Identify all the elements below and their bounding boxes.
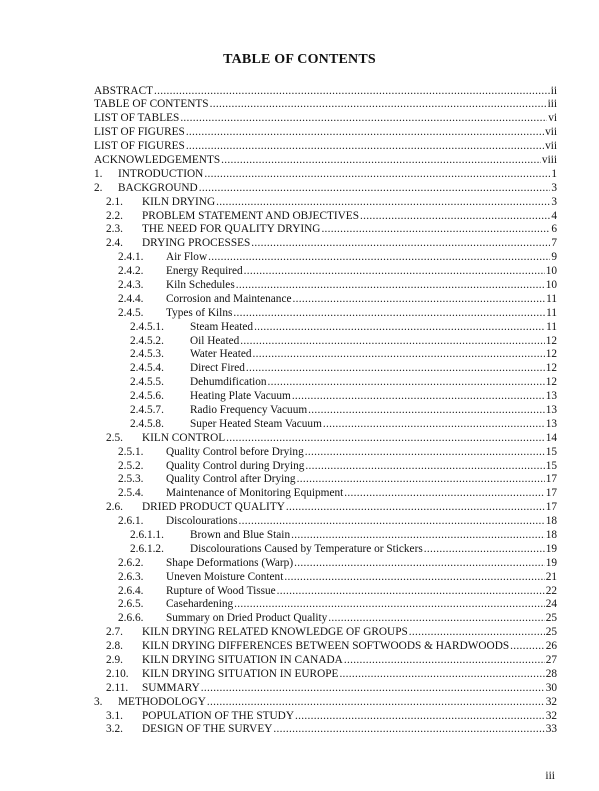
toc-entry-label: Brown and Blue Stain [190, 529, 291, 541]
toc-section-number: 2.4.5.5. [130, 376, 164, 389]
toc-page-number: 33 [545, 723, 557, 736]
toc-row [94, 154, 557, 168]
toc-page-number: 11 [546, 292, 557, 305]
toc-page-number: 11 [546, 320, 557, 333]
toc-page-number: 22 [545, 584, 557, 597]
toc-entry-label: Quality Control during Drying [166, 459, 305, 472]
dot-leader [409, 626, 545, 640]
toc-entry-label: KILN DRYING [142, 195, 216, 208]
toc-row [94, 321, 557, 335]
toc-section-number: 2.4.5.8. [130, 417, 164, 430]
toc-entry[interactable] [130, 404, 557, 418]
dot-leader [244, 265, 545, 279]
toc-entry-label: Summary on Dried Product Quality [166, 612, 328, 625]
toc-entry-label: KILN DRYING SITUATION IN EUROPE [142, 667, 339, 680]
dot-leader [236, 279, 545, 293]
toc-entry[interactable] [106, 501, 557, 515]
toc-entry-label: Rupture of Wood Tissue [166, 584, 276, 597]
dot-leader [510, 640, 545, 654]
toc-entry-label: Oil Heated [190, 334, 240, 347]
toc-entry[interactable] [118, 473, 557, 487]
toc-row [94, 168, 557, 182]
toc-page-number: 13 [545, 403, 557, 416]
dot-leader [246, 362, 545, 376]
toc-page-number: 13 [545, 390, 557, 403]
toc-page-number: 11 [546, 306, 557, 319]
toc-section-number: 2.6.2. [118, 556, 144, 569]
dot-leader [251, 237, 550, 251]
dot-leader [286, 501, 545, 515]
toc-page-number: 7 [551, 237, 557, 250]
toc-page-number: vii [545, 126, 557, 139]
toc-section-number: 2.4.1. [118, 251, 144, 264]
toc-entry-label: LIST OF FIGURES [94, 140, 185, 153]
toc-entry[interactable] [118, 446, 557, 460]
toc-section-number: 2.10. [106, 667, 129, 680]
toc-entry-label: Steam Heated [190, 320, 254, 333]
toc-entry-label: POPULATION OF THE STUDY [142, 709, 294, 722]
toc-entry-label: KILN DRYING RELATED KNOWLEDGE OF GROUPS [142, 626, 408, 639]
toc-entry[interactable] [106, 710, 557, 724]
toc-entry-label: DRIED PRODUCT QUALITY [142, 501, 285, 514]
toc-entry-label: BACKGROUND [118, 181, 198, 194]
dot-leader [154, 85, 550, 99]
toc-row [94, 237, 557, 251]
toc-entry-label: Types of Kilns [166, 306, 233, 319]
toc-entry-label: PROBLEM STATEMENT AND OBJECTIVES [142, 209, 359, 222]
toc-row [94, 460, 557, 474]
toc-entry-label: Direct Fired [190, 362, 245, 375]
toc-entry[interactable] [118, 293, 557, 307]
dot-leader [254, 321, 545, 335]
toc-row [94, 598, 557, 612]
toc-section-number: 2.4. [106, 237, 123, 250]
toc-entry-label: Super Heated Steam Vacuum [190, 417, 322, 430]
dot-leader [234, 598, 545, 612]
toc-entry-label: ABSTRACT [94, 84, 154, 97]
toc-entry[interactable] [130, 362, 557, 376]
toc-section-number: 2.6.6. [118, 612, 144, 625]
toc-page-number: 19 [545, 556, 557, 569]
toc-row [94, 307, 557, 321]
toc-page-number: 15 [545, 459, 557, 472]
toc-row [94, 112, 557, 126]
toc-section-number: 2.5.1. [118, 445, 144, 458]
dot-leader [226, 432, 545, 446]
toc-row [94, 501, 557, 515]
toc-row [94, 335, 557, 349]
dot-leader [292, 390, 545, 404]
toc-entry-label: THE NEED FOR QUALITY DRYING [142, 223, 321, 236]
toc-entry-label: Quality Control before Drying [166, 445, 304, 458]
toc-entry-label: Dehumdification [190, 376, 267, 389]
toc-page-number: 12 [545, 362, 557, 375]
dot-leader [293, 293, 546, 307]
toc-entry-label: DESIGN OF THE SURVEY [142, 723, 273, 736]
toc-page-number: 14 [545, 431, 557, 444]
toc-page-number: 27 [545, 654, 557, 667]
dot-leader [339, 668, 544, 682]
dot-leader [239, 515, 545, 529]
toc-page-number: 15 [545, 445, 557, 458]
toc-page-number: 3 [551, 181, 557, 194]
toc-entry-label: Casehardening [166, 598, 234, 611]
toc-page-number: 4 [551, 209, 557, 222]
toc-entry[interactable] [106, 196, 557, 210]
dot-leader [360, 210, 550, 224]
dot-leader [253, 348, 545, 362]
toc-row [94, 543, 557, 557]
toc-entry[interactable] [118, 598, 557, 612]
toc-entry-label: ACKNOWLEDGEMENTS [94, 153, 221, 166]
toc-page-number: 12 [545, 376, 557, 389]
toc-entry[interactable] [106, 654, 557, 668]
toc-entry-label: KILN CONTROL [142, 431, 226, 444]
toc-row [94, 710, 557, 724]
toc-page-number: 17 [545, 473, 557, 486]
toc-section-number: 2.4.2. [118, 265, 144, 278]
dot-leader [284, 571, 544, 585]
dot-leader [308, 404, 545, 418]
toc-row [94, 182, 557, 196]
toc-section-number: 2.11. [106, 681, 129, 694]
toc-row [94, 265, 557, 279]
toc-section-number: 2.4.5.3. [130, 348, 164, 361]
dot-leader [240, 335, 544, 349]
toc-entry[interactable] [130, 543, 557, 557]
dot-leader [186, 140, 544, 154]
toc-entry[interactable] [118, 307, 557, 321]
toc-row [94, 654, 557, 668]
toc-section-number: 2.4.4. [118, 292, 144, 305]
toc-section-number: 2.4.5.2. [130, 334, 164, 347]
dot-leader [186, 126, 544, 140]
toc-row [94, 432, 557, 446]
toc-row [94, 376, 557, 390]
toc-page-number: 10 [545, 278, 557, 291]
toc-entry[interactable] [130, 376, 557, 390]
toc-entry[interactable] [94, 696, 557, 710]
dot-leader [221, 154, 541, 168]
toc-page-number: viii [541, 153, 557, 166]
toc-section-number: 2.4.5.6. [130, 390, 164, 403]
toc-entry-label: Corrosion and Maintenance [166, 292, 292, 305]
toc-entry[interactable] [118, 557, 557, 571]
dot-leader [233, 307, 545, 321]
toc-page-number: 3 [551, 195, 557, 208]
toc-row [94, 446, 557, 460]
toc-entry[interactable] [118, 279, 557, 293]
toc-row [94, 515, 557, 529]
dot-leader [294, 557, 545, 571]
page-title: TABLE OF CONTENTS [223, 52, 376, 67]
toc-row [94, 668, 557, 682]
toc-section-number: 2. [94, 181, 103, 194]
toc-section-number: 2.6. [106, 501, 123, 514]
toc-entry[interactable] [118, 585, 557, 599]
toc-entry-label: DRYING PROCESSES [142, 237, 251, 250]
dot-leader [328, 612, 544, 626]
toc-entry-label: Discolourations Caused by Temperature or Stickers [190, 542, 423, 555]
toc-entry[interactable] [94, 182, 557, 196]
toc-row [94, 223, 557, 237]
toc-entry[interactable] [106, 640, 557, 654]
toc-section-number: 2.6.3. [118, 570, 144, 583]
toc-section-number: 2.4.5.4. [130, 362, 164, 375]
dot-leader [297, 473, 545, 487]
toc-entry[interactable] [118, 251, 557, 265]
dot-leader [268, 376, 545, 390]
toc-section-number: 2.9. [106, 654, 123, 667]
toc-page-number: vii [545, 140, 557, 153]
dot-leader [210, 98, 547, 112]
toc-entry[interactable] [130, 335, 557, 349]
toc-row [94, 640, 557, 654]
toc-page-number: 25 [545, 626, 557, 639]
toc-row [94, 487, 557, 501]
toc-page-number: 9 [551, 251, 557, 264]
toc-page-number: 12 [545, 348, 557, 361]
toc-row [94, 557, 557, 571]
toc-page-number: 12 [545, 334, 557, 347]
toc-row [94, 696, 557, 710]
toc-section-number: 2.4.5.1. [130, 320, 164, 333]
toc-entry[interactable] [130, 390, 557, 404]
toc-entry[interactable] [94, 98, 557, 112]
toc-entry-label: Energy Required [166, 265, 243, 278]
toc-section-number: 3.2. [106, 723, 123, 736]
toc-entry[interactable] [106, 237, 557, 251]
dot-leader [424, 543, 545, 557]
toc-row [94, 126, 557, 140]
toc-entry-label: TABLE OF CONTENTS [94, 98, 209, 111]
toc-entry[interactable] [94, 85, 557, 99]
toc-entry[interactable] [118, 571, 557, 585]
dot-leader [344, 654, 545, 668]
toc-section-number: 2.4.5. [118, 306, 144, 319]
toc-page-number: 13 [545, 417, 557, 430]
toc-entry[interactable] [106, 668, 557, 682]
toc-row [94, 682, 557, 696]
toc-page-number: 6 [551, 223, 557, 236]
toc-section-number: 2.4.3. [118, 278, 144, 291]
toc-entry-label: METHODOLOGY [118, 695, 206, 708]
toc-page-number: 10 [545, 265, 557, 278]
toc-section-number: 2.5.2. [118, 459, 144, 472]
toc-section-number: 2.5. [106, 431, 123, 444]
toc-entry[interactable] [94, 154, 557, 168]
toc-row [94, 585, 557, 599]
toc-page-number: 1 [551, 167, 557, 180]
page-number: iii [545, 770, 555, 782]
toc-section-number: 1. [94, 167, 103, 180]
toc-page-number: 32 [545, 695, 557, 708]
toc-entry-label: Shape Deformations (Warp) [166, 556, 294, 569]
toc-row [94, 612, 557, 626]
toc-section-number: 3.1. [106, 709, 123, 722]
dot-leader [277, 585, 545, 599]
toc-entry[interactable] [106, 682, 557, 696]
dot-leader [180, 112, 547, 126]
dot-leader [291, 529, 545, 543]
toc-row [94, 293, 557, 307]
toc-section-number: 2.6.1. [118, 515, 144, 528]
toc-entry[interactable] [118, 265, 557, 279]
toc-entry-label: Maintenance of Monitoring Equipment [166, 487, 344, 500]
toc-page-number: 18 [545, 529, 557, 541]
dot-leader [204, 168, 550, 182]
dot-leader [216, 196, 550, 210]
toc-page-number: 19 [545, 542, 557, 555]
toc-row [94, 626, 557, 640]
toc-section-number: 2.6.4. [118, 584, 144, 597]
toc-row [94, 529, 557, 543]
toc-page-number: iii [547, 98, 557, 111]
toc-entry-label: INTRODUCTION [118, 167, 204, 180]
toc-entry-label: LIST OF FIGURES [94, 126, 185, 139]
toc-row [94, 85, 557, 99]
toc-entry-label: KILN DRYING DIFFERENCES BETWEEN SOFTWOODS & HARDWOODS [142, 640, 510, 653]
dot-leader [199, 182, 550, 196]
toc-row [94, 723, 557, 737]
toc-section-number: 2.3. [106, 223, 123, 236]
toc-row [94, 473, 557, 487]
toc-page-number: 18 [545, 515, 557, 528]
toc-row [94, 251, 557, 265]
toc-entry[interactable] [106, 723, 557, 737]
toc-entry-label: Radio Frequency Vacuum [190, 403, 308, 416]
toc-section-number: 2.6.1.1. [130, 529, 164, 541]
toc-entry[interactable] [94, 112, 557, 126]
toc-entry[interactable] [118, 460, 557, 474]
toc-entry-label: Uneven Moisture Content [166, 570, 284, 583]
toc-page-number: 17 [545, 501, 557, 514]
toc-entry-label: Kiln Schedules [166, 278, 235, 291]
dot-leader [321, 223, 550, 237]
toc-row [94, 98, 557, 112]
toc-entry[interactable] [106, 626, 557, 640]
toc-row [94, 362, 557, 376]
toc-section-number: 2.1. [106, 195, 123, 208]
toc-row [94, 404, 557, 418]
toc-entry[interactable] [94, 126, 557, 140]
toc-entry[interactable] [118, 515, 557, 529]
toc-section-number: 2.5.3. [118, 473, 144, 486]
toc-page-number: 25 [545, 612, 557, 625]
toc-page-number: ii [550, 84, 557, 97]
toc-entry-label: LIST OF TABLES [94, 112, 180, 125]
toc-entry[interactable] [94, 140, 557, 154]
toc-page-number: 24 [545, 598, 557, 611]
toc-page-number: 30 [545, 681, 557, 694]
toc-entry-label: Air Flow [166, 251, 208, 264]
toc-section-number: 2.6.1.2. [130, 542, 164, 555]
toc-entry[interactable] [94, 168, 557, 182]
toc-page-number: 26 [545, 640, 557, 653]
dot-leader [344, 487, 544, 501]
toc-row [94, 210, 557, 224]
toc-page-number: 21 [545, 570, 557, 583]
dot-leader [208, 251, 550, 265]
table-of-contents [94, 85, 557, 738]
toc-entry-label: Quality Control after Drying [166, 473, 296, 486]
toc-section-number: 2.8. [106, 640, 123, 653]
toc-row [94, 348, 557, 362]
toc-section-number: 2.2. [106, 209, 123, 222]
toc-section-number: 2.6.5. [118, 598, 144, 611]
dot-leader [295, 710, 545, 724]
toc-entry[interactable] [106, 432, 557, 446]
toc-section-number: 2.7. [106, 626, 123, 639]
toc-row [94, 390, 557, 404]
toc-entry[interactable] [106, 223, 557, 237]
toc-entry[interactable] [130, 418, 557, 432]
toc-row [94, 196, 557, 210]
toc-entry-label: Heating Plate Vacuum [190, 390, 291, 403]
toc-page-number: 17 [545, 487, 557, 500]
toc-page-number: 32 [545, 709, 557, 722]
toc-page-number: 28 [545, 667, 557, 680]
toc-entry-label: SUMMARY [142, 681, 200, 694]
toc-entry-label: KILN DRYING SITUATION IN CANADA [142, 654, 343, 667]
toc-row [94, 140, 557, 154]
toc-entry[interactable] [106, 210, 557, 224]
dot-leader [305, 446, 545, 460]
dot-leader [201, 682, 545, 696]
toc-entry-label: Discolourations [166, 515, 238, 528]
toc-page-number: vi [548, 112, 557, 125]
dot-leader [305, 460, 544, 474]
toc-entry[interactable] [130, 321, 557, 335]
toc-row [94, 571, 557, 585]
toc-entry[interactable] [118, 612, 557, 626]
dot-leader [273, 723, 544, 737]
toc-entry[interactable] [130, 529, 557, 543]
toc-entry[interactable] [118, 487, 557, 501]
toc-row [94, 279, 557, 293]
dot-leader [323, 418, 545, 432]
toc-entry-label: Water Heated [190, 348, 252, 361]
toc-entry[interactable] [130, 348, 557, 362]
toc-row [94, 418, 557, 432]
toc-section-number: 3. [94, 695, 103, 708]
dot-leader [207, 696, 545, 710]
toc-section-number: 2.4.5.7. [130, 403, 164, 416]
toc-section-number: 2.5.4. [118, 487, 144, 500]
